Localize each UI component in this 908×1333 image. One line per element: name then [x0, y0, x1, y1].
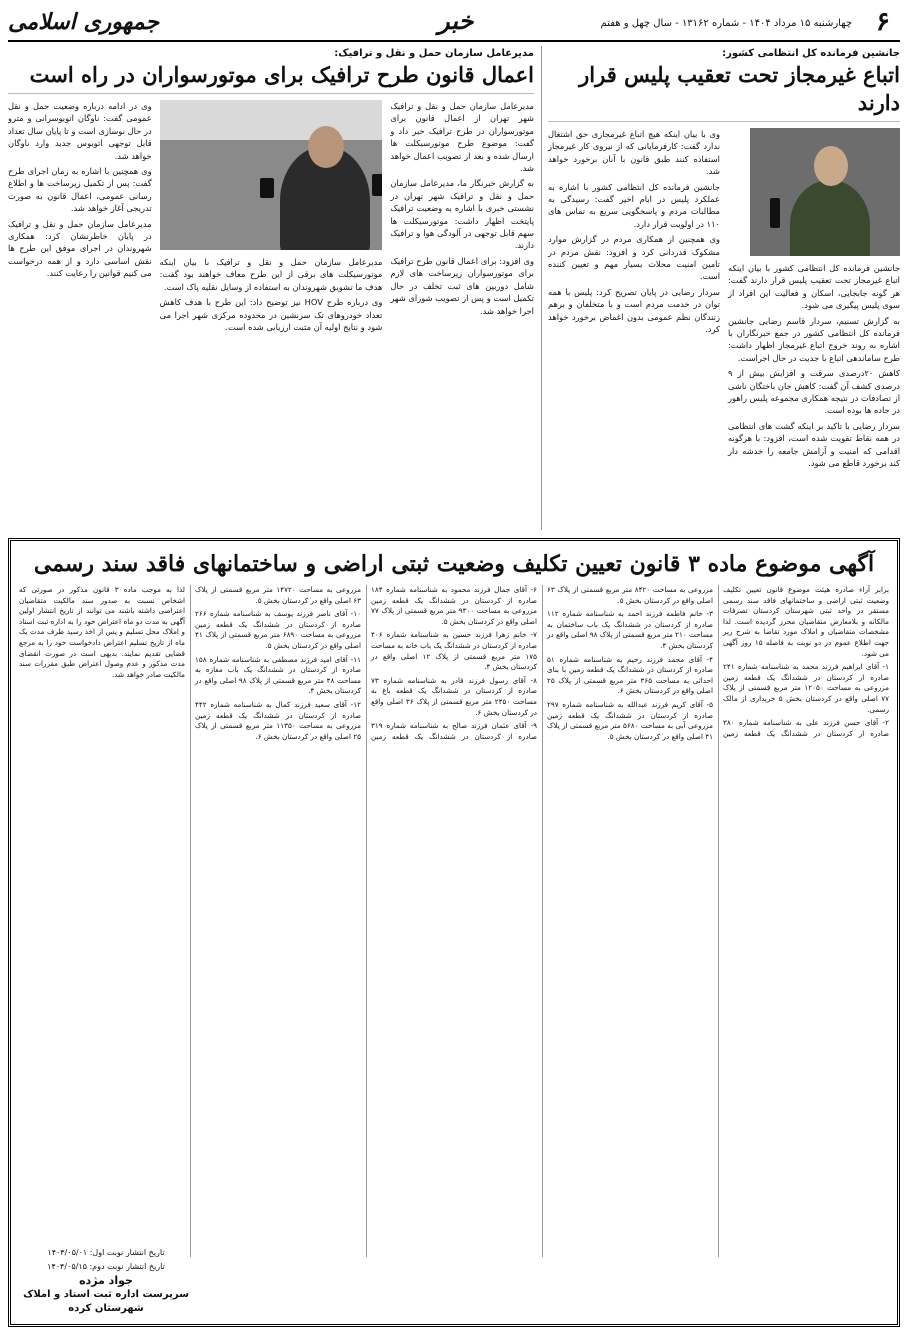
legal-notice-title: آگهی موضوع ماده ۳ قانون تعیین تکلیف وضعیت ثبتی اراضی و ساختمانهای فاقد سند رسمی — [33, 551, 875, 577]
notice-paragraph: ۴- آقای محمد فرزند رحیم به شناسنامه شماره ۵۱ صادره از کردستان در ششدانگ یک قطعه زمین با بنای احداثی به مساحت ۳۶۵ متر مربع قسمتی از پلاک ۲۵ اصلی واقع در کردستان بخش ۶. — [547, 654, 713, 696]
story-police-body — [548, 128, 900, 473]
story-police-kicker: جانشین فرمانده کل انتظامی کشور: — [722, 48, 900, 59]
story-traffic-column — [390, 100, 534, 336]
story-police-paragraph: جانشین فرمانده کل انتظامی کشور با بیان اینکه اتباع غیرمجاز تحت تعقیب پلیس قرار دارند گفت: هر گونه جابجایی، اسکان و فعالیت این افراد از سوی پلیس پیگیری می شود. — [728, 263, 900, 311]
story-police — [541, 46, 900, 530]
photo-subject-head — [814, 146, 848, 186]
story-police-paragraph: به گزارش تسنیم، سردار قاسم رضایی جانشین فرمانده کل انتظامی کشور در جمع خبرنگاران با اشاره به روند خروج اتباع غیرمجاز اظهار داشت: طرح ساماندهی اتباع با جدیت در حال اجراست. — [728, 315, 900, 363]
notice-paragraph: ۵- آقای کریم فرزند عبدالله به شناسنامه شماره ۲۹۷ صادره از کردستان در ششدانگ یک قطعه زمین مزروعی آبی به مساحت ۵۶۸۰ متر مربع قسمتی از پلاک ۴۱ اصلی واقع در کردستان بخش ۵. — [547, 699, 713, 741]
notice-paragraph: ۱۱- آقای امید فرزند مصطفی به شناسنامه شماره ۱۵۸ صادره از کردستان در ششدانگ یک باب مغازه به مساحت ۴۸ متر مربع قسمتی از پلاک ۹۸ اصلی واقع در کردستان بخش ۴. — [195, 654, 361, 696]
general-portrait-photo — [750, 128, 900, 256]
photo-speaker-head — [308, 126, 344, 168]
legal-notice-body — [11, 585, 897, 1257]
section-title: خبر — [438, 6, 474, 35]
notice-signer-office: سرپرست اداره ثبت اسناد و املاک شهرستان کرده — [23, 1289, 189, 1314]
story-traffic-kicker: مدیرعامل سازمان حمل و نقل و ترافیک: — [334, 48, 534, 59]
notice-paragraph: ۸- آقای رسول فرزند قادر به شناسنامه شماره ۷۳ صادره از کردستان در ششدانگ یک قطعه باغ به مساحت ۲۴۵۰ متر مربع قسمتی از پلاک ۳۶ اصلی واقع در کردستان بخش ۶. — [371, 675, 537, 717]
story-police-paragraph: سردار رضایی در پایان تصریح کرد: پلیس با همه توان در خدمت مردم است و با متخلفان و برهم زنندگان نظم عمومی بدون اغماض برخورد خواهد کرد. — [548, 286, 720, 335]
microphone-icon — [260, 178, 274, 198]
notice-signoff — [21, 1246, 191, 1316]
photo-subject-body — [790, 180, 870, 256]
story-police-paragraph: جانشین فرمانده کل انتظامی کشور با اشاره به عملکرد پلیس در ایام اخیر گفت: رسیدگی به مطالبات مردم و پاسخگویی سریع به تماس های ۱۱۰ در اولویت قرار دارد. — [548, 181, 720, 229]
newspaper-logo: جمهوری اسلامی — [8, 9, 160, 35]
story-police-paragraph: وی با بیان اینکه هیچ اتباع غیرمجازی حق اشتغال ندارد گفت: کارفرمایانی که از نیروی کار غیرمجاز استفاده کنند طبق قانون با آنان برخورد خواهد شد. — [548, 129, 720, 177]
story-traffic — [8, 46, 534, 530]
notice-paragraph: ۹- آقای عثمان فرزند صالح به شناسنامه شماره ۳۱۹ صادره از کردستان در ششدانگ یک قطعه زمین مزروعی به مساحت ۱۴۷۲۰ متر مربع قسمتی از پلاک ۶۳ اصلی واقع در کردستان بخش ۵. — [195, 585, 537, 741]
page-number: ۶ — [876, 7, 890, 37]
notice-paragraph: ۷- خانم زهرا فرزند حسین به شناسنامه شماره ۴۰۶ صادره از کردستان در ششدانگ یک باب خانه به مساحت ۱۷۵ متر مربع قسمتی از پلاک ۱۲ اصلی واقع در کردستان بخش ۴. — [370, 630, 537, 672]
notice-signer-name: جواد مژده — [79, 1274, 133, 1287]
story-police-headline: اتباع غیرمجاز تحت تعقیب پلیس قرار دارند — [548, 61, 900, 122]
notice-date-first: تاریخ انتشار نوبت اول: ۱۴۰۴/۰۵/۰۱ — [47, 1248, 165, 1257]
story-traffic-paragraph: وی همچنین با اشاره به زمان اجرای طرح گفت: پس از تکمیل زیرساخت ها و اطلاع رسانی عمومی، اعمال قانون به صورت تدریجی آغاز خواهد شد. — [8, 166, 152, 214]
notice-paragraph: ۲- آقای حسن فرزند علی به شناسنامه شماره ۳۸۰ صادره از کردستان در ششدانگ یک قطعه زمین مزروعی به مساحت ۸۴۲۰ متر مربع قسمتی از پلاک ۶۳ اصلی واقع در کردستان بخش ۵. — [547, 585, 889, 738]
story-traffic-paragraph: وی افزود: برای اعمال قانون طرح ترافیک برای موتورسواران زیرساخت های لازم شامل دوربین های ثبت تخلف در حال تکمیل است و پس از تصویب شورای شهر اجرا خواهد شد. — [390, 255, 534, 316]
story-traffic-headline: اعمال قانون طرح ترافیک برای موتورسواران در راه است — [8, 61, 534, 94]
legal-notice — [8, 538, 900, 1327]
story-police-column — [728, 128, 900, 473]
notice-paragraph: ۱۰- آقای ناصر فرزند یوسف به شناسنامه شماره ۲۶۶ صادره از کردستان در ششدانگ یک قطعه زمین مزروعی به مساحت ۶۸۹۰ متر مربع قسمتی از پلاک ۴۱ اصلی واقع در کردستان بخش ۵. — [195, 609, 361, 650]
photo-backdrop-banner — [160, 100, 383, 140]
press-conference-photo — [160, 100, 383, 250]
story-police-paragraph: کاهش ۲۰درصدی سرقت و افزایش بیش از ۹ درصدی کشف آن گفت: کاهش جان باختگان ناشی از تصادفات در نتیجه همکاری مجموعه پلیس راهور در جاده ها بوده است. — [728, 368, 900, 416]
story-traffic-paragraph: مدیرعامل سازمان حمل و نقل و ترافیک در پایان خاطرنشان کرد: همکاری شهروندان در اجرای موفق این طرح ها نقش اساسی دارد و از همه درخواست می کنیم قوانین را رعایت کنند. — [8, 218, 152, 279]
story-police-paragraph: سردار رضایی با تاکید بر اینکه گشت های انتظامی در همه نقاط تقویت شده است، افزود: با هرگونه اقدامی که امنیت و آرامش جامعه را خدشه دار کند برخورد قاطع می شود. — [728, 420, 900, 469]
story-traffic-body — [8, 100, 534, 336]
story-traffic-column — [8, 100, 152, 336]
story-police-paragraph: وی همچنین از همکاری مردم در گزارش موارد مشکوک قدردانی کرد و افزود: نقش مردم در تامین امنیت محلات بسیار مهم و تعیین کننده است. — [548, 234, 720, 282]
dateline: چهارشنبه ۱۵ مرداد ۱۴۰۴ - شماره ۱۳۱۶۲ - سال چهل و هفتم — [600, 18, 852, 29]
story-traffic-column — [160, 100, 383, 336]
story-traffic-paragraph: مدیرعامل سازمان حمل و نقل و ترافیک شهر تهران از اعمال قانون برای موتورسواران در طرح ترافیک خبر داد و گفت: موضوع طرح موتورسیکلت ها ارسال شده و بعد از تصویب اعمال خواهد شد. — [390, 101, 534, 174]
microphone-icon — [770, 198, 780, 228]
masthead — [8, 4, 900, 42]
microphone-icon — [372, 174, 383, 196]
notice-paragraph: ۱۲- آقای سعید فرزند کمال به شناسنامه شماره ۴۴۲ صادره از کردستان در ششدانگ یک قطعه زمین مزروعی به مساحت ۱۱۳۵۰ متر مربع قسمتی از پلاک ۲۵ اصلی واقع در کردستان بخش ۶. — [195, 699, 361, 741]
notice-date-second: تاریخ انتشار نوبت دوم: ۱۴۰۴/۰۵/۱۵ — [47, 1262, 165, 1271]
notice-paragraph: برابر آراء صادره هیئت موضوع قانون تعیین تکلیف وضعیت ثبتی اراضی و ساختمانهای فاقد سند رسمی مستقر در واحد ثبتی شهرستان کردستان تصرفات مالکانه و بلامعارض متقاضیان محرز گردیده است. لذا مشخصات متقاضیان و املاک مورد تقاضا به شرح زیر جهت اطلاع عموم در دو نوبت به فاصله ۱۵ روز آگهی می شود. — [723, 585, 889, 658]
notice-paragraph: ۶- آقای جمال فرزند محمود به شناسنامه شماره ۱۸۴ صادره از کردستان در ششدانگ یک قطعه زمین مزروعی به مساحت ۹۳۰۰ متر مربع قسمتی از پلاک ۷۷ اصلی واقع در کردستان بخش ۵. — [371, 585, 537, 626]
story-traffic-paragraph: وی در ادامه درباره وضعیت حمل و نقل عمومی گفت: ناوگان اتوبوسرانی و مترو در حال نوسازی است و تا پایان سال تعداد قابل توجهی اتوبوس جدید وارد ناوگان خواهد شد. — [8, 101, 152, 161]
notice-paragraph: لذا به موجب ماده ۳ قانون مذکور در صورتی که اشخاص نسبت به صدور سند مالکیت متقاضیان اعتراضی داشته باشند می توانند از تاریخ انتشار اولین آگهی به مدت دو ماه اعتراض خود را به اداره ثبت اسناد و املاک محل تسلیم و پس از اخذ رسید ظرف مدت یک ماه از تاریخ تسلیم اعتراض دادخواست خود را به مرجع قضایی تقدیم نمایند. بدیهی است در صورت انقضای مدت مذکور و عدم وصول اعتراض طبق مقررات سند مالکیت صادر خواهد شد. — [19, 585, 185, 679]
story-police-column — [548, 128, 720, 473]
story-traffic-paragraph: وی درباره طرح HOV نیز توضیح داد: این طرح با هدف کاهش تعداد خودروهای تک سرنشین در محدوده مرکزی شهر اجرا می شود و نتایج اولیه آن مثبت ارزیابی شده است. — [159, 297, 383, 333]
notice-paragraph: ۱- آقای ابراهیم فرزند محمد به شناسنامه شماره ۲۴۱ صادره از کردستان در ششدانگ یک قطعه زمین مزروعی به مساحت ۱۲۰۵۰ متر مربع قسمتی از پلاک ۷۷ اصلی واقع در کردستان بخش ۵ خریداری از مالک رسمی. — [723, 662, 889, 714]
story-traffic-paragraph: به گزارش خبرنگار ما، مدیرعامل سازمان حمل و نقل و ترافیک شهر تهران در نشستی خبری با اشاره به وضعیت ترافیک پایتخت اظهار داشت: موتورسیکلت ها سهم قابل توجهی در آلودگی هوا و ترافیک دارند. — [390, 178, 534, 251]
notice-paragraph: ۳- خانم فاطمه فرزند احمد به شناسنامه شماره ۱۱۲ صادره از کردستان در ششدانگ یک باب ساختمان به مساحت ۲۱۰ متر مربع قسمتی از پلاک ۹۸ اصلی واقع در کردستان بخش ۴. — [547, 609, 713, 650]
story-traffic-paragraph: مدیرعامل سازمان حمل و نقل و ترافیک با بیان اینکه موتورسیکلت های برقی از این طرح معاف خواهند بود گفت: هدف ما تشویق شهروندان به استفاده از وسایل نقلیه پاک است. — [159, 257, 383, 292]
